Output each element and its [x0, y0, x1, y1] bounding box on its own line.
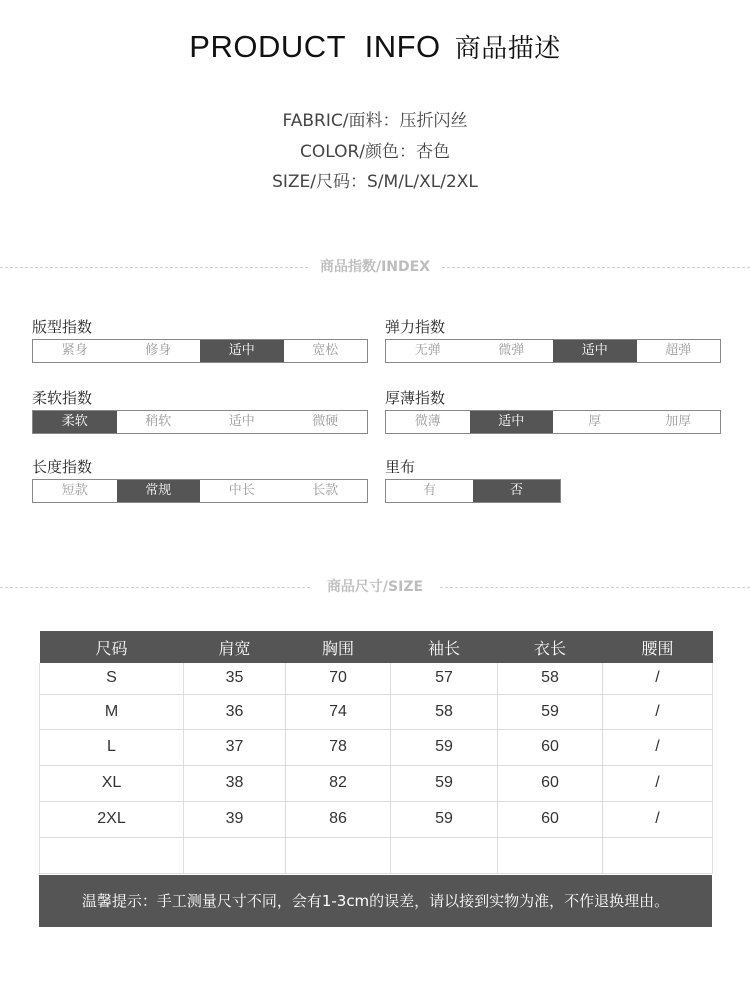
table-cell — [603, 837, 713, 873]
index-option: 加厚 — [665, 414, 692, 429]
index-group — [32, 457, 368, 503]
index-group-title: 里布 — [385, 458, 416, 476]
index-option: 微弹 — [498, 343, 525, 358]
table-cell: / — [603, 663, 713, 694]
index-divider-label: 商品指数/INDEX — [319, 259, 431, 275]
table-cell: M — [40, 694, 184, 729]
table-row — [40, 663, 713, 694]
index-group — [385, 457, 561, 503]
table-cell — [391, 837, 498, 873]
index-option: 适中 — [553, 340, 637, 362]
index-group-title: 柔软指数 — [32, 389, 93, 407]
page-title-cn: 商品描述 — [454, 34, 561, 64]
size-divider — [0, 577, 750, 597]
index-option: 适中 — [470, 411, 554, 433]
index-group — [32, 317, 368, 363]
table-cell: 59 — [391, 801, 498, 837]
index-group-title: 弹力指数 — [385, 318, 446, 336]
index-group — [385, 317, 721, 363]
table-cell: 70 — [286, 663, 391, 694]
index-option: 柔软 — [33, 411, 117, 433]
index-divider — [0, 257, 750, 277]
size-table-header — [40, 631, 713, 663]
color-info: COLOR/颜色：杏色 — [299, 142, 451, 162]
table-cell: 59 — [391, 765, 498, 801]
index-option: 稍软 — [145, 414, 172, 429]
index-group-title: 长度指数 — [32, 458, 93, 476]
index-scale — [385, 339, 721, 363]
index-option: 常规 — [117, 480, 201, 502]
size-divider-label: 商品尺寸/SIZE — [326, 579, 424, 595]
table-cell: 60 — [498, 765, 603, 801]
table-cell: / — [603, 765, 713, 801]
table-cell — [498, 837, 603, 873]
index-option: 宽松 — [312, 343, 339, 358]
index-scale — [32, 339, 368, 363]
index-group-title: 版型指数 — [32, 318, 93, 336]
table-cell: 37 — [184, 729, 286, 765]
index-option: 超弹 — [665, 343, 692, 358]
table-row — [40, 765, 713, 801]
index-option: 适中 — [200, 340, 284, 362]
table-cell: 58 — [391, 694, 498, 729]
size-column-header: 衣长 — [498, 631, 603, 663]
index-option: 厚 — [588, 414, 602, 429]
table-cell: XL — [40, 765, 184, 801]
table-cell: 59 — [498, 694, 603, 729]
index-option: 短款 — [61, 483, 88, 498]
table-cell: 57 — [391, 663, 498, 694]
size-column-header: 腰围 — [603, 631, 713, 663]
table-cell: 60 — [498, 801, 603, 837]
fabric-info: FABRIC/面料：压折闪丝 — [282, 111, 468, 131]
index-option: 有 — [422, 483, 436, 498]
table-cell: 35 — [184, 663, 286, 694]
table-cell — [286, 837, 391, 873]
table-cell: 86 — [286, 801, 391, 837]
index-option: 中长 — [228, 483, 255, 498]
table-cell: 58 — [498, 663, 603, 694]
table-cell: / — [603, 801, 713, 837]
table-cell: 2XL — [40, 801, 184, 837]
index-scale — [32, 410, 368, 434]
table-cell: 78 — [286, 729, 391, 765]
index-option: 长款 — [312, 483, 339, 498]
index-scale — [385, 479, 561, 503]
size-column-header: 胸围 — [286, 631, 391, 663]
table-cell: / — [603, 729, 713, 765]
table-row — [40, 837, 713, 873]
table-row — [40, 694, 713, 729]
size-table — [39, 631, 713, 874]
table-cell — [184, 837, 286, 873]
size-column-header: 肩宽 — [184, 631, 286, 663]
index-option: 微硬 — [312, 414, 339, 429]
table-cell: S — [40, 663, 184, 694]
measurement-note: 温馨提示：手工测量尺寸不同，会有1-3cm的误差，请以接到实物为准，不作退换理由。 — [39, 875, 712, 927]
table-cell: 74 — [286, 694, 391, 729]
index-group — [385, 388, 721, 434]
table-cell: L — [40, 729, 184, 765]
index-scale — [32, 479, 368, 503]
table-row — [40, 729, 713, 765]
table-cell: 38 — [184, 765, 286, 801]
index-option: 适中 — [228, 414, 255, 429]
index-group — [32, 388, 368, 434]
index-option: 无弹 — [414, 343, 441, 358]
table-cell: / — [603, 694, 713, 729]
index-option: 修身 — [145, 343, 172, 358]
table-row — [40, 801, 713, 837]
size-column-header: 尺码 — [40, 631, 184, 663]
index-option: 否 — [473, 480, 560, 502]
index-option: 紧身 — [61, 343, 88, 358]
page-title-en: PRODUCT INFO — [189, 29, 441, 64]
table-cell: 60 — [498, 729, 603, 765]
size-column-header: 袖长 — [391, 631, 498, 663]
table-cell: 82 — [286, 765, 391, 801]
table-cell: 36 — [184, 694, 286, 729]
table-cell: 39 — [184, 801, 286, 837]
page-title — [0, 28, 750, 65]
table-cell — [40, 837, 184, 873]
index-option: 微薄 — [414, 414, 441, 429]
size-info: SIZE/尺码：S/M/L/XL/2XL — [272, 172, 478, 192]
index-scale — [385, 410, 721, 434]
index-group-title: 厚薄指数 — [385, 389, 446, 407]
table-cell: 59 — [391, 729, 498, 765]
